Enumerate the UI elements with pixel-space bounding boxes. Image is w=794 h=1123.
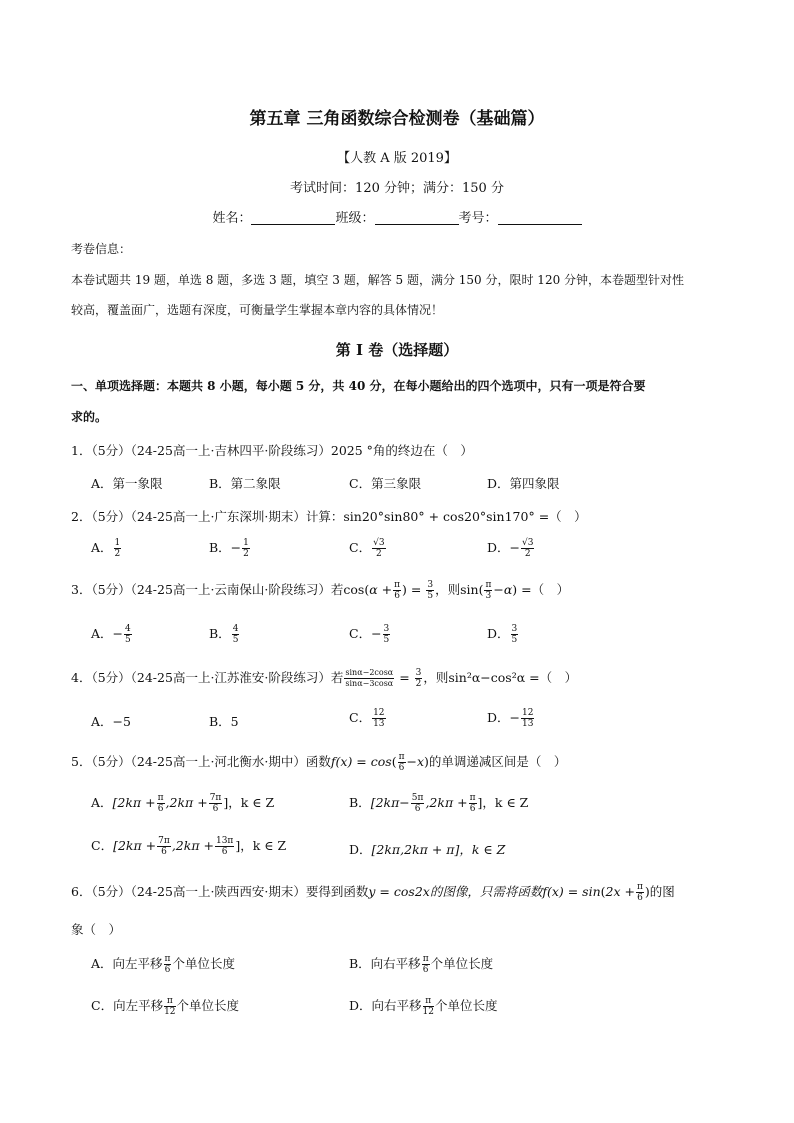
q3-option-b[interactable]: B． $\frac{4}{5}$	[209, 624, 239, 645]
q4-option-b[interactable]: B．5	[209, 714, 239, 729]
q1-option-d[interactable]: D．第四象限	[487, 476, 560, 491]
id-field[interactable]	[498, 210, 582, 225]
info-label: 考卷信息：	[71, 242, 132, 256]
question-6-stem-cont: 象（ ）	[71, 922, 122, 937]
q5-option-a[interactable]: A．[2kπ + $\frac{\pi}{6}$ ,2kπ + $\frac{7\pi}{6}$ ]，k ∈ Z	[91, 793, 275, 814]
student-fields	[0, 207, 794, 226]
name-field[interactable]	[251, 210, 335, 225]
part1-line-1: 一、单项选择题：本题共 8 小题，每小题 5 分，共 40 分，在每小题给出的四个选项中，只有一项是符合要	[71, 379, 646, 393]
q5-option-c[interactable]: C．[2kπ + $\frac{7\pi}{6}$ ,2kπ + $\frac{13\pi}{6}$ ]，k ∈ Z	[91, 836, 287, 857]
q1-option-a[interactable]: A．第一象限	[91, 476, 163, 491]
q6-option-a[interactable]: A．向左平移 $\frac{\pi}{6}$ 个单位长度	[91, 954, 235, 975]
q2-option-c[interactable]: C． $\frac{√3}{2}$	[349, 538, 385, 559]
exam-meta: 考试时间：120 分钟；满分：150 分	[290, 181, 504, 196]
question-1-stem: 1．（5分）（24-25高一上·吉林四平·阶段练习）2025 °角的终边在（ ）	[71, 443, 473, 458]
edition-label: 【人教 A 版 2019】	[337, 151, 457, 166]
class-field[interactable]	[375, 210, 459, 225]
q1-option-c[interactable]: C．第三象限	[349, 476, 422, 491]
q5-option-b[interactable]: B．[2kπ− $\frac{5\pi}{6}$ ,2kπ + $\frac{\pi}{6}$ ]，k ∈ Z	[349, 793, 529, 814]
info-line-2: 较高，覆盖面广，选题有深度，可衡量学生掌握本章内容的具体情况！	[71, 303, 444, 317]
q3-option-a[interactable]: A．− $\frac{4}{5}$	[91, 624, 131, 645]
q6-option-b[interactable]: B．向右平移 $\frac{\pi}{6}$ 个单位长度	[349, 954, 494, 975]
name-label: 姓名：	[212, 211, 252, 226]
q4-option-c[interactable]: C． $\frac{12}{13}$	[349, 708, 385, 729]
question-3-stem: 3．（5分）（24-25高一上·云南保山·阶段练习）若cos(α + $\frac{\pi}{6}$ ) = $\frac{3}{5}$ ，则sin( $\frac{\pi}{3}$ −α) =（ ）	[71, 580, 570, 601]
q4-option-a[interactable]: A．−5	[91, 714, 131, 729]
q3-option-d[interactable]: D． $\frac{3}{5}$	[487, 624, 518, 645]
q3-option-c[interactable]: C．− $\frac{3}{5}$	[349, 624, 390, 645]
q2-option-a[interactable]: A． $\frac{1}{2}$	[91, 538, 121, 559]
class-label: 班级：	[335, 211, 375, 226]
section-title: 第 I 卷（选择题）	[335, 341, 459, 359]
q2-option-d[interactable]: D．− $\frac{√3}{2}$	[487, 538, 534, 559]
q6-option-d[interactable]: D．向右平移 $\frac{\pi}{12}$ 个单位长度	[349, 996, 498, 1017]
question-2-stem: 2．（5分）（24-25高一上·广东深圳·期末）计算：sin20°sin80° + cos20°sin170° =（ ）	[71, 509, 587, 524]
info-line-1: 本卷试题共 19 题，单选 8 题，多选 3 题，填空 3 题，解答 5 题，满分 150 分，限时 120 分钟，本卷题型针对性	[71, 273, 685, 287]
id-label: 考号：	[458, 211, 498, 226]
document-title: 第五章 三角函数综合检测卷（基础篇）	[249, 109, 545, 129]
question-6-stem: 6．（5分）（24-25高一上·陕西西安·期末）要得到函数y = cos2x的图像，只需将函数f(x) = sin(2x + $\frac{\pi}{6}$ )的图	[71, 882, 675, 903]
q6-option-c[interactable]: C．向左平移 $\frac{\pi}{12}$ 个单位长度	[91, 996, 240, 1017]
question-5-stem: 5．（5分）（24-25高一上·河北衡水·期中）函数f(x) = cos( $\frac{\pi}{6}$ −x)的单调递减区间是（ ）	[71, 752, 567, 773]
q2-option-b[interactable]: B．− $\frac{1}{2}$	[209, 538, 249, 559]
q4-option-d[interactable]: D．− $\frac{12}{13}$	[487, 708, 534, 729]
question-4-stem: 4．（5分）（24-25高一上·江苏淮安·阶段练习）若 $\frac{\sin\alpha-2\cos\alpha}{\sin\alpha-3\cos\alpha}$ = $\frac{3}{2}$ ，则sin²α−cos²α =（ ）	[71, 668, 578, 689]
q5-option-d[interactable]: D．[2kπ,2kπ + π]，k ∈ Z	[349, 842, 506, 857]
q1-option-b[interactable]: B．第二象限	[209, 476, 281, 491]
part1-line-2: 求的。	[71, 410, 108, 424]
